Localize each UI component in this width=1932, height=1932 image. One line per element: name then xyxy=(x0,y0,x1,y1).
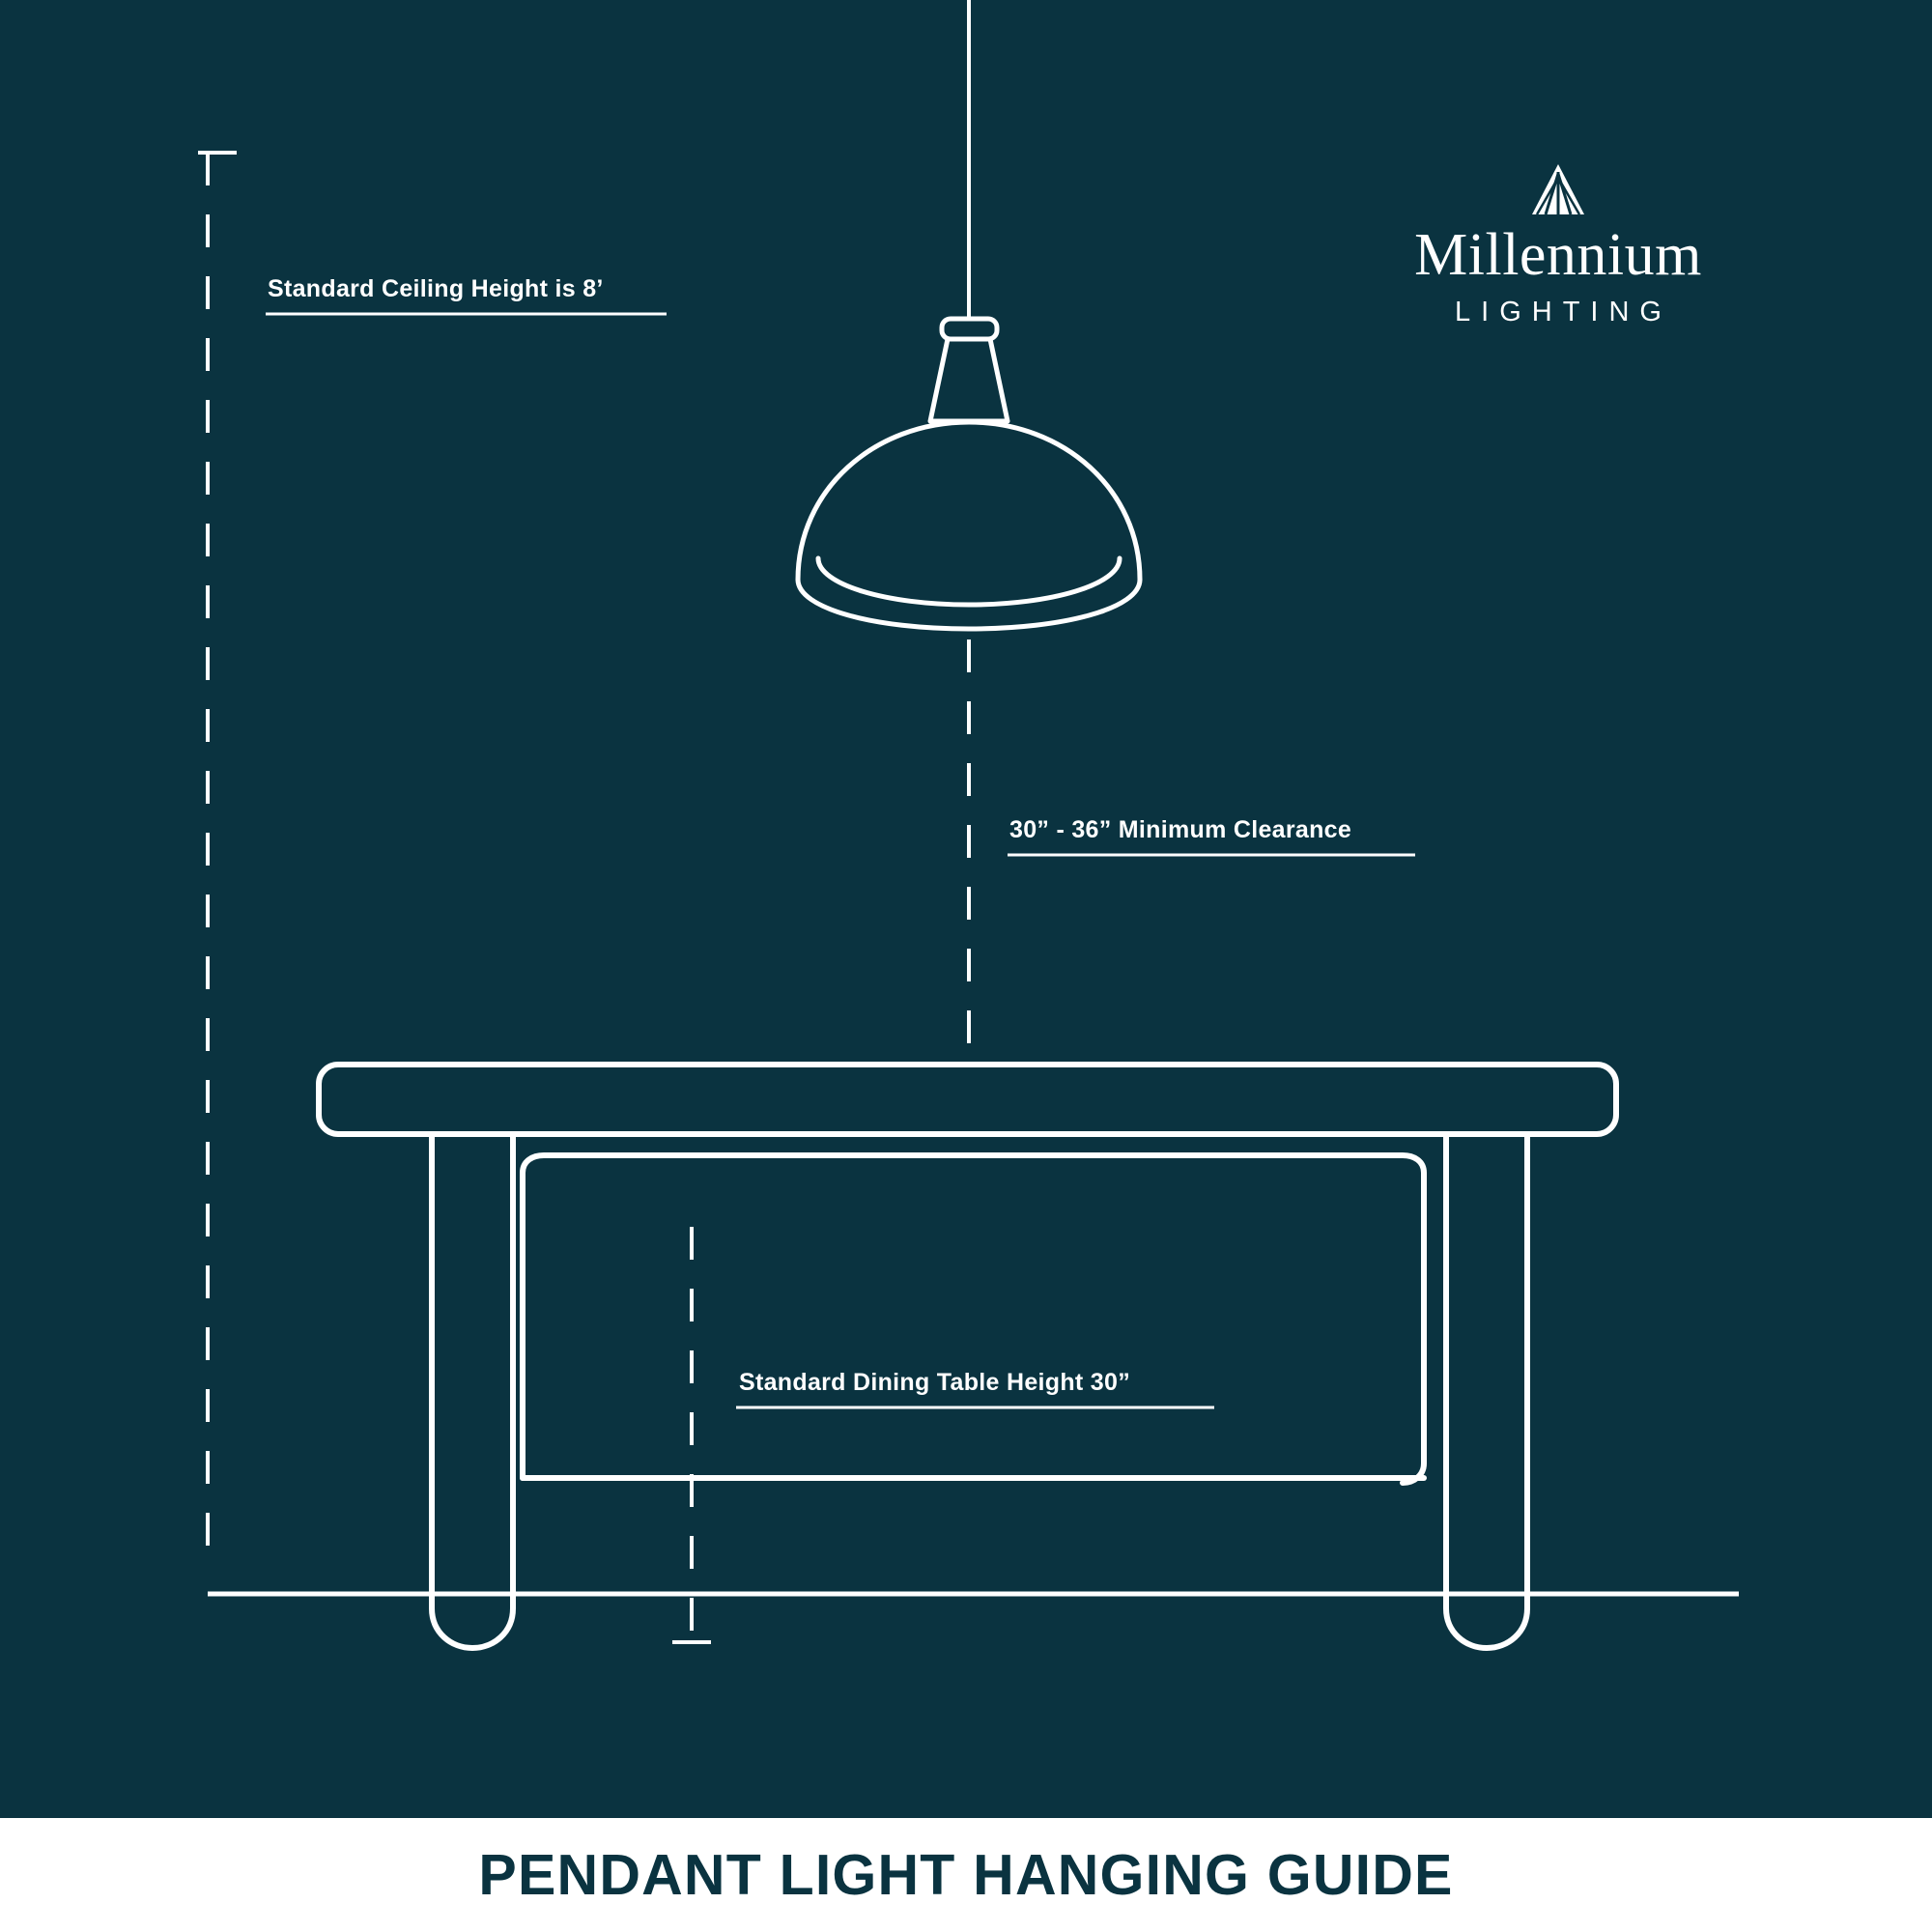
annotation-table-height: Standard Dining Table Height 30” xyxy=(739,1369,1131,1396)
annotation-clearance: 30” - 36” Minimum Clearance xyxy=(1009,816,1352,843)
annotation-ceiling-height: Standard Ceiling Height is 8’ xyxy=(268,275,604,302)
pendant-light xyxy=(798,319,1140,629)
brand-subtitle: LIGHTING xyxy=(1455,297,1672,328)
footer-bar xyxy=(0,1818,1932,1932)
dining-table xyxy=(319,1065,1616,1648)
brand-logo xyxy=(1350,162,1766,328)
label-underlines xyxy=(266,314,1415,1407)
brand-name: Millennium xyxy=(1414,222,1702,288)
triangle-rays-icon xyxy=(1528,162,1588,218)
footer-title: PENDANT LIGHT HANGING GUIDE xyxy=(478,1843,1454,1907)
table-height-dimension-line xyxy=(672,1227,711,1642)
ceiling-height-dimension-line xyxy=(198,153,237,1555)
